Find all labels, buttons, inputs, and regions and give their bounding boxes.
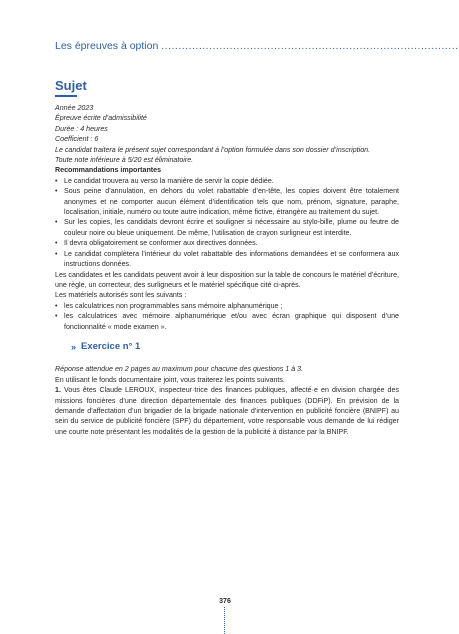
exercise-heading xyxy=(71,342,399,352)
meta-duree: Durée : 4 heures xyxy=(55,124,108,133)
list-item: • les calculatrices non programmables sans mémoire alphanumérique ; xyxy=(55,301,399,311)
double-chevron-icon: » xyxy=(71,341,76,352)
recommandations-list xyxy=(55,176,399,270)
list-item: • les calculatrices avec mémoire alphanumérique et/ou avec écran graphique qui disposent d’une fonctionnalité « mode examen ». xyxy=(55,311,399,332)
materiel-paragraph: Les candidates et les candidats peuvent avoir à leur disposition sur la table de concours le matériel d’écriture, une règle, un correcteur, des surligneurs et le matériel spécifique cité ci-après. xyxy=(55,270,399,289)
meta-note: Toute note inférieure à 5/20 est éliminatoire. xyxy=(55,156,194,165)
meta-year: Année 2023 xyxy=(55,104,94,112)
header-leader-dots: ....................................................................................... xyxy=(161,40,459,52)
chapter-header xyxy=(55,40,459,52)
exercise-consigne: Réponse attendue en 2 pages au maximum pour chacune des questions 1 à 3. xyxy=(55,365,304,374)
list-item: • Il devra obligatoirement se conformer aux directives données. xyxy=(55,238,399,248)
chapter-title: Les épreuves à option xyxy=(55,40,159,52)
meta-consigne: Le candidat traitera le présent sujet correspondant à l’option formulée dans son dossier d’inscription. xyxy=(55,145,371,154)
list-item: • Sur les copies, les candidats devront écrire et souligner si nécessaire au stylo-bille, plume ou feutre de couleur noire ou bleue uniquement. De même, l’utilisation de crayon surligneur est interdite. xyxy=(55,217,399,238)
exercise-title: Exercice n° 1 xyxy=(81,340,141,352)
section-title: Sujet xyxy=(55,78,87,93)
exercise-intro: En utilisant le fonds documentaire joint, vous traiterez les points suivants. xyxy=(55,375,285,384)
section-title-underline xyxy=(55,95,77,97)
autorises-title: Les matériels autorisés sont les suivants : xyxy=(55,291,187,300)
meta-coefficient: Coefficient : 6 xyxy=(55,135,99,144)
autorises-list xyxy=(55,301,399,332)
document-body xyxy=(55,103,399,437)
recommandations-title: Recommandations importantes xyxy=(55,166,162,175)
question-number: 1. xyxy=(55,386,61,395)
list-item: • Le candidat trouvera au verso la manière de servir la copie dédiée. xyxy=(55,176,399,186)
list-item: • Sous peine d’annulation, en dehors du volet rabattable d’en-tête, les copies doivent être totalement anonymes et ne comporter aucun élément d’identification tels que nom, prénom, signature, paraphe, localisation, initiale, numéro ou toute autre indication, même fictive, étrangère au traitement du sujet. xyxy=(55,186,399,217)
meta-epreuve: Épreuve écrite d’admissibilité xyxy=(55,114,147,123)
question-1 xyxy=(55,385,399,437)
page-number: 376 xyxy=(219,598,231,605)
question-text: Vous êtes Claude LEROUX, inspecteur·trice des finances publiques, affecté·e en division chargée des missions foncières d’une direction départementale des finances publiques (DDFiP). En prévision de la demande d’affectation d’un brigadier de la brigade nationale d’intervention en publicité foncière (BNIPF) au sein du service de publicité foncière (SPF) du département, votre responsable vous demande de lui rédiger une courte note présentant les modalités de la gestion de la publicité à distance par la BNIPF. xyxy=(55,386,399,436)
list-item: • Le candidat complètera l’intérieur du volet rabattable des informations demandées et se conformera aux instructions données. xyxy=(55,249,399,270)
page-number-guide-line xyxy=(224,607,226,634)
